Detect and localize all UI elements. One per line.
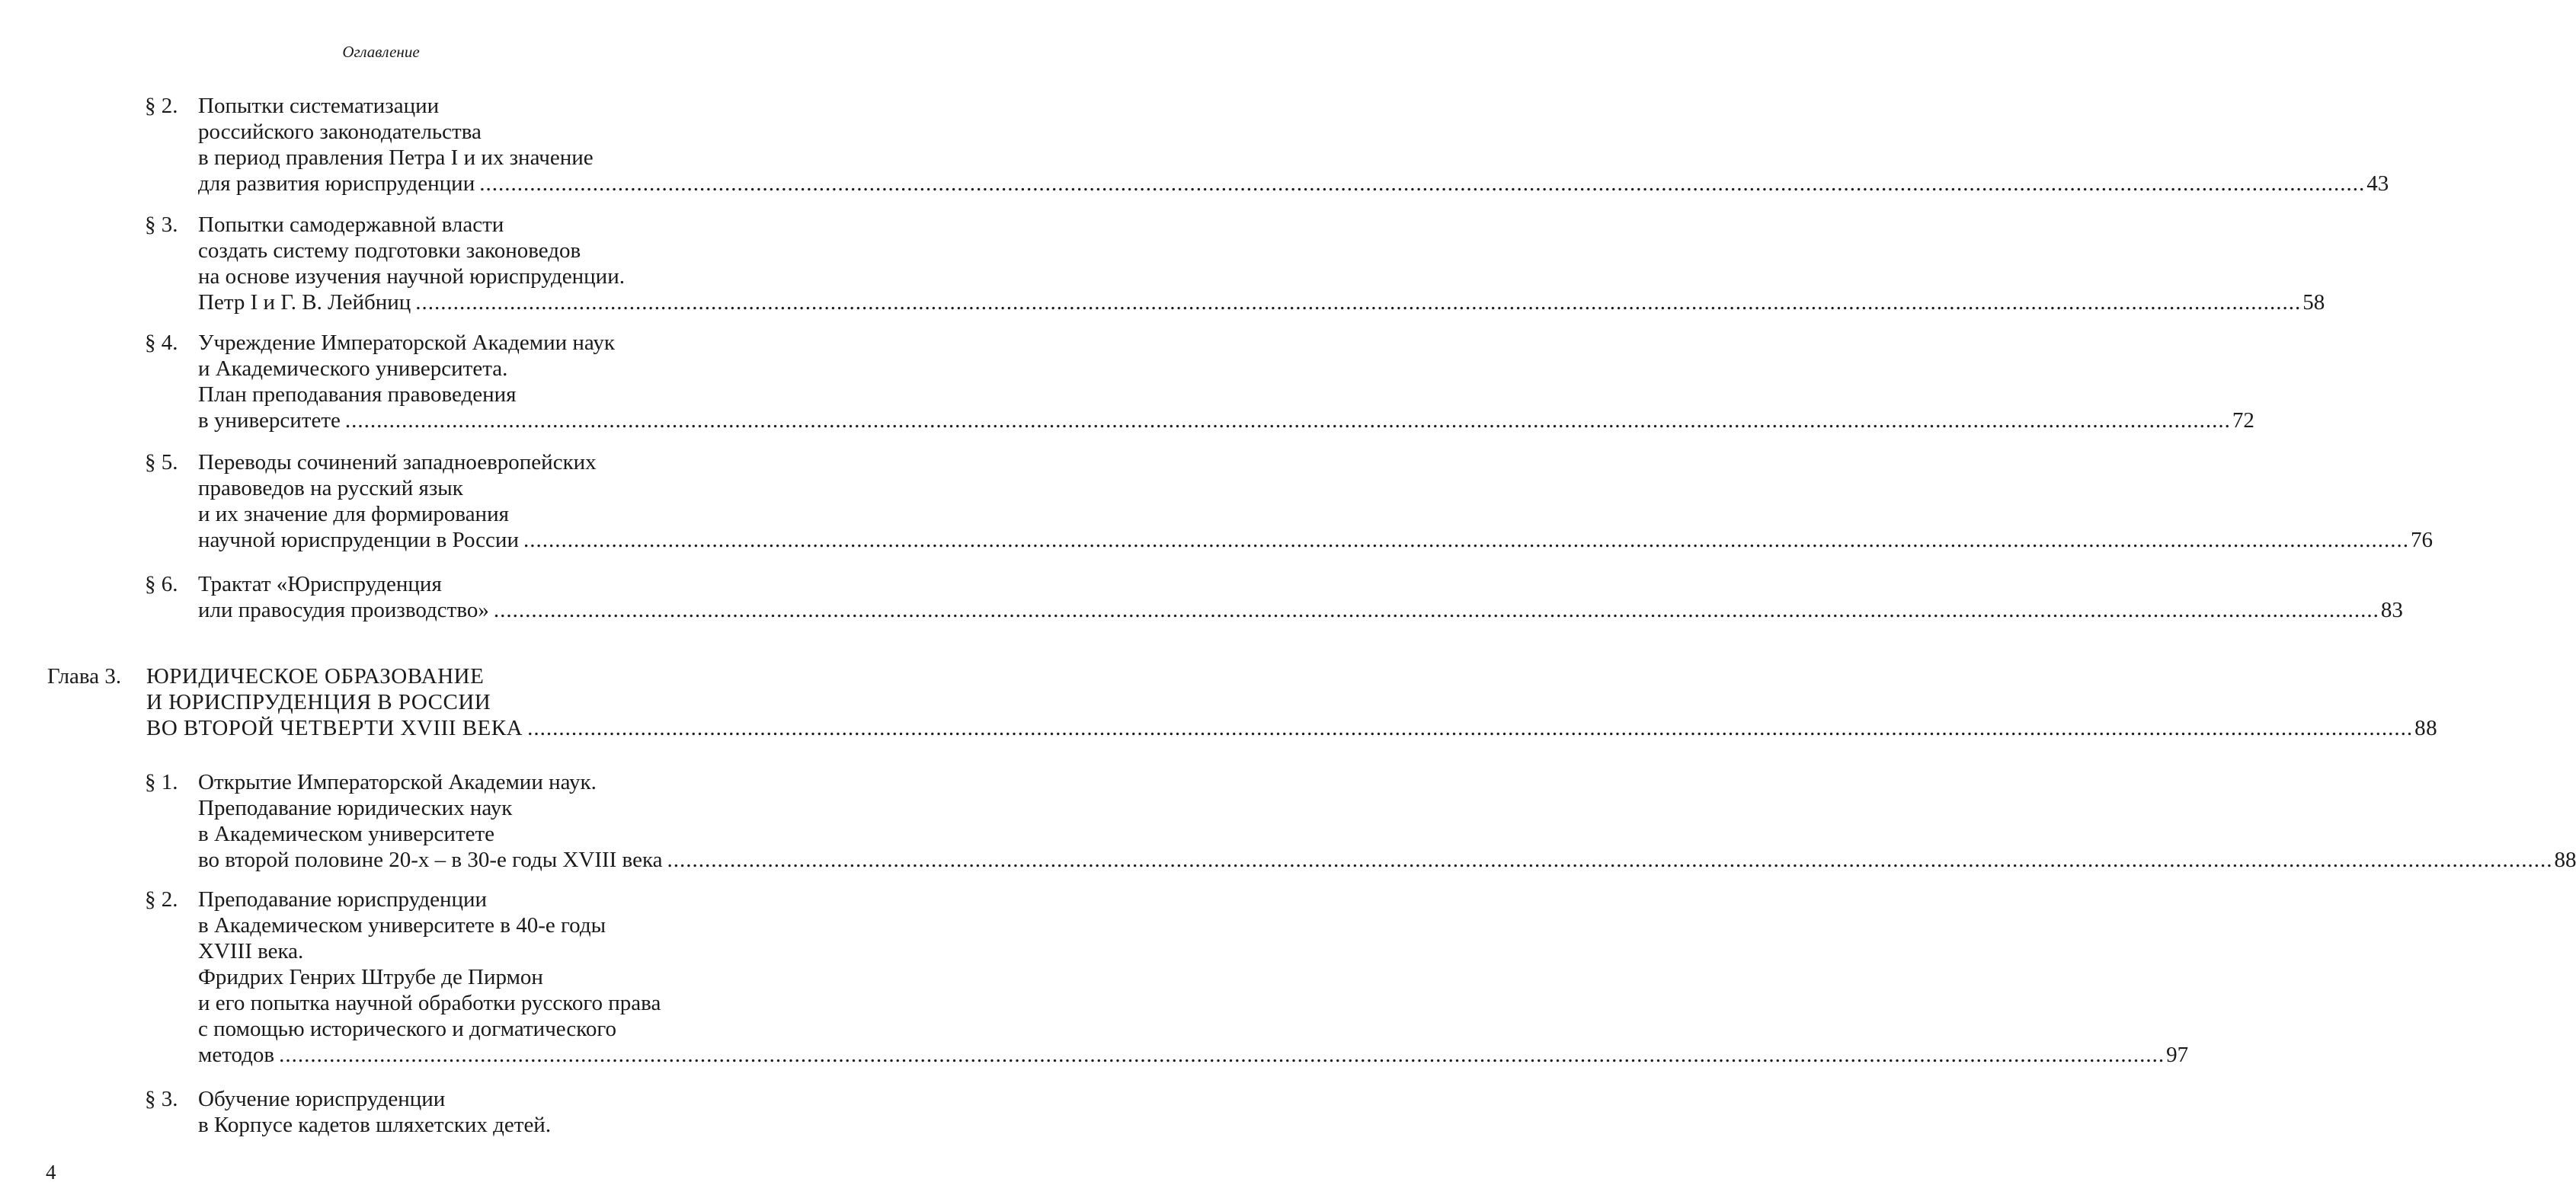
toc-entry-last-line (198, 407, 2254, 433)
toc-entry-line: ВО ВТОРОЙ ЧЕТВЕРТИ XVIII ВЕКА (146, 716, 523, 740)
toc-entry-last-line (198, 1042, 2189, 1068)
toc-entry-last-line (146, 715, 2438, 741)
toc-entry-number: § 2. (145, 94, 178, 118)
toc-page-ref: 58 (2302, 290, 2325, 315)
dot-leader: ............................................................................................................................................................................................................................................................................................................ (479, 171, 2366, 196)
toc-entry-line: Учреждение Императорской Академии наук (198, 331, 615, 355)
toc-entry-last-line (198, 171, 2389, 197)
toc-page-ref: 83 (2380, 598, 2403, 622)
toc-page-ref: 88 (2414, 716, 2438, 740)
toc-entry-line: правоведов на русский язык (198, 476, 463, 500)
toc-entry-line: Петр I и Г. В. Лейбниц (198, 290, 411, 315)
toc-entry-number: § 2. (145, 887, 178, 912)
toc-entry-line: научной юриспруденции в России (198, 528, 519, 552)
toc-entry-line: Переводы сочинений западноевропейских (198, 450, 597, 474)
toc-entry-number: § 5. (145, 450, 178, 474)
page-number: 4 (46, 1161, 56, 1184)
toc-entry-line: и Академического университета. (198, 356, 508, 381)
toc-entry-number: § 6. (145, 572, 178, 596)
running-head: Оглавление (342, 43, 420, 61)
toc-entry-line: методов (198, 1043, 275, 1067)
toc-entry-number: § 3. (145, 212, 178, 237)
toc-entry-line: с помощью исторического и догматического (198, 1017, 617, 1041)
toc-entry-line: Обучение юриспруденции (198, 1087, 446, 1111)
toc-page-ref: 43 (2366, 171, 2389, 196)
toc-entry-line: Фридрих Генрих Штрубе де Пирмон (198, 965, 543, 989)
toc-entry-line: И ЮРИСПРУДЕНЦИЯ В РОССИИ (146, 690, 491, 714)
toc-entry-title (198, 449, 2433, 553)
toc-entry-line: в Академическом университете (198, 822, 495, 846)
toc-entry-number: § 1. (145, 770, 178, 794)
toc-entry-number: § 4. (145, 331, 178, 355)
toc-entry-title (198, 571, 2403, 623)
toc-entry-last-line (198, 527, 2433, 553)
toc-entry-line: во второй половине 20-х – в 30-е годы XVIII века (198, 848, 663, 872)
toc-entry-title (198, 93, 2389, 197)
toc-entry-line: в период правления Петра I и их значение (198, 145, 594, 170)
toc-entry-line: ЮРИДИЧЕСКОЕ ОБРАЗОВАНИЕ (146, 664, 485, 689)
dot-leader: ............................................................................................................................................................................................................................................................................................................ (493, 598, 2379, 622)
toc-entry-number: Глава 3. (47, 664, 122, 689)
toc-entry-line: или правосудия производство» (198, 598, 489, 622)
toc-entry-line: в Корпусе кадетов шляхетских детей. (198, 1113, 552, 1137)
toc-entry-line: и их значение для формирования (198, 502, 509, 526)
toc-page-ref: 97 (2166, 1043, 2189, 1067)
toc-entry-last-line (198, 597, 2403, 623)
dot-leader: ............................................................................................................................................................................................................................................................................................................ (667, 848, 2553, 872)
toc-entry-line: Преподавание юриспруденции (198, 887, 488, 912)
dot-leader: ............................................................................................................................................................................................................................................................................................................ (415, 290, 2302, 315)
toc-entry-line: XVIII века. (198, 939, 304, 963)
toc-entry-line: на основе изучения научной юриспруденции. (198, 264, 625, 289)
toc-entry-last-line (198, 847, 2576, 873)
toc-entry-line: Открытие Императорской Академии наук. (198, 770, 597, 794)
toc-entry-line: российского законодательства (198, 120, 482, 144)
toc-entry-last-line (198, 289, 2325, 315)
toc-entry-number: § 3. (145, 1087, 178, 1111)
toc-entry-line: Попытки самодержавной власти (198, 212, 504, 237)
toc-entry-line: и его попытка научной обработки русского права (198, 991, 661, 1015)
toc-entry-line: в Академическом университете в 40-е годы (198, 913, 606, 938)
toc-page-ref: 88 (2554, 848, 2576, 872)
toc-entry-line: План преподавания правоведения (198, 382, 517, 407)
toc-entry-title (198, 887, 2189, 1068)
toc-entry-title (198, 1086, 738, 1138)
dot-leader: ............................................................................................................................................................................................................................................................................................................ (279, 1043, 2165, 1067)
toc-entry-line: создать систему подготовки законоведов (198, 238, 581, 263)
toc-entry-line: в университете (198, 408, 341, 433)
toc-entry-line: для развития юриспруденции (198, 171, 475, 196)
dot-leader: ............................................................................................................................................................................................................................................................................................................ (527, 716, 2414, 740)
dot-leader: ............................................................................................................................................................................................................................................................................................................ (523, 528, 2409, 552)
toc-entry-title (198, 212, 2325, 315)
toc-page-ref: 72 (2232, 408, 2254, 433)
toc-entry-line: Преподавание юридических наук (198, 796, 513, 820)
dot-leader: ............................................................................................................................................................................................................................................................................................................ (344, 408, 2231, 433)
toc-entry-title (198, 769, 2576, 873)
toc-page-ref: 76 (2410, 528, 2433, 552)
toc-entry-line: Попытки систематизации (198, 94, 440, 118)
toc-entry-line: Трактат «Юриспруденция (198, 572, 442, 596)
toc-entry-title (198, 330, 2254, 433)
toc-entry-title (146, 663, 2438, 741)
